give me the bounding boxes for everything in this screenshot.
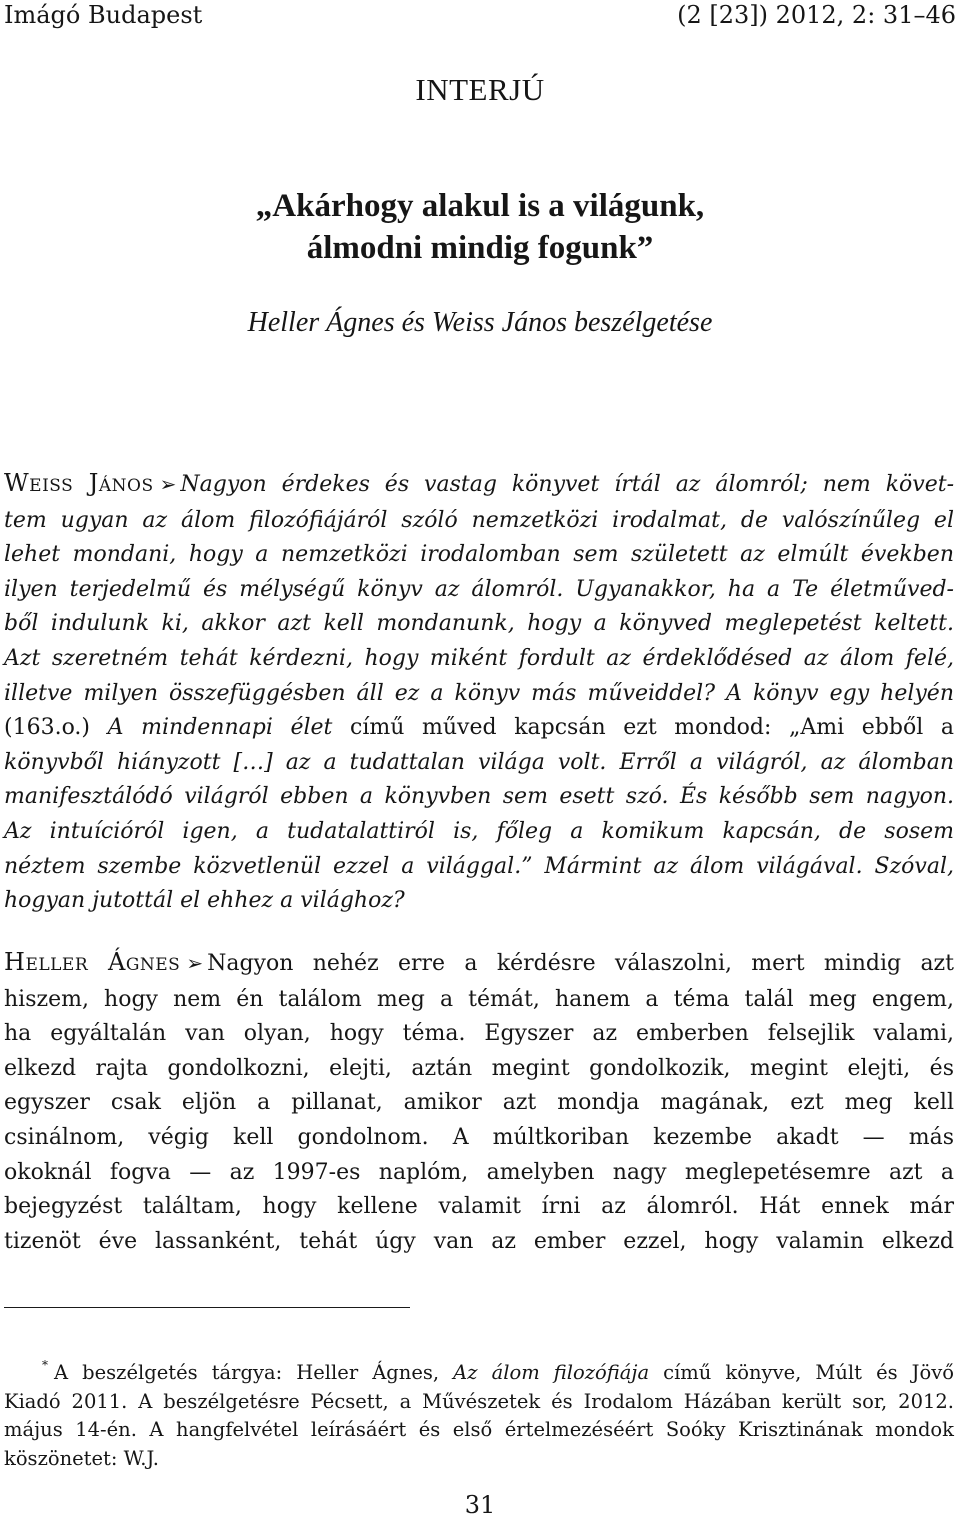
text-segment: Nagyon nehéz erre a kérdésre válaszolni, mert mindig azt (207, 951, 954, 976)
text-segment: című könyve, Múlt és Jövő (649, 1361, 954, 1384)
speaker-smallcaps: EISS (29, 476, 74, 496)
article-subtitle: Heller Ágnes és Weiss János beszélgetése (247, 307, 713, 338)
text-line: elkezd rajta gondolkozni, elejti, aztán megint gondolkozik, megint elejti, és (4, 1055, 954, 1081)
speaker-name-heller (4, 948, 181, 976)
cited-work-title: A mindennapi élet (107, 715, 333, 741)
title-line-2: álmodni mindig fogunk” (306, 230, 654, 266)
section-label: INTERJÚ (415, 72, 545, 107)
answer-paragraph (4, 945, 954, 1259)
text-line: egyszer csak eljön a pillanat, amikor azt mondja magának, ezt meg kell (4, 1090, 954, 1116)
footnote-line: Kiadó 2011. A beszélgetésre Pécsett, a Művészetek és Irodalom Házában került sor, 2012. (4, 1389, 954, 1413)
text-line: Azt szeretném tehát kérdezni, hogy miként fordult az érdeklődésed az álom felé, (4, 645, 954, 671)
text-line: ből indulunk ki, akkor azt kell mondanunk, hogy a könyved meglepetést keltett. (4, 611, 954, 637)
text-line (4, 945, 954, 983)
text-line: illetve milyen összefüggésben áll ez a könyv más műveiddel? A könyv egy helyén (4, 680, 954, 706)
speaker-name-weiss (4, 469, 154, 497)
speaker-initial: J (88, 469, 99, 497)
footnote (4, 1351, 954, 1473)
speaker-arrow-icon: ➢ (186, 951, 204, 975)
text-line: ilyen terjedelmű és mélységű könyv az álomról. Ugyanakkor, ha a Te életműved- (4, 576, 954, 602)
text-segment: Nagyon érdekes és vastag könyvet írtál az álomról; nem követ- (180, 472, 954, 497)
speaker-initial: H (4, 948, 26, 976)
speaker-smallcaps: GNES (125, 955, 181, 975)
cited-book-title: Az álom filozófiája (453, 1361, 650, 1384)
speaker-initial: Á (107, 948, 126, 976)
text-line (4, 466, 954, 504)
page-number: 31 (464, 1491, 496, 1519)
text-line: manifesztálódó világról ebben a könyvben sem esett szó. És később sem nagyon. (4, 784, 954, 810)
article-title (0, 185, 960, 269)
issue-citation: (2 [23]) 2012, 2: 31–46 (677, 1, 956, 29)
text-line: ha egyáltalán van olyan, hogy téma. Egyszer az emberben felsejlik valami, (4, 1021, 954, 1047)
running-head (4, 0, 956, 32)
text-line: bejegyzést találtam, hogy kellene valamit írni az álomról. Hát ennek már (4, 1194, 954, 1220)
text-line: csinálnom, végig kell gondolnom. A múltkoriban kezembe akadt — más (4, 1124, 954, 1150)
text-line: hiszem, hogy nem én találom meg a témát, hanem a téma talál meg engem, (4, 986, 954, 1012)
speaker-smallcaps: ÁNOS (98, 476, 154, 496)
footnote-line: május 14-én. A hangfelvétel leírásáért és első értelmezéséért Soóky Krisztinának mondok (4, 1418, 954, 1441)
footnote-line: köszönetet: W.J. (4, 1446, 159, 1470)
text-line: Az intuícióról igen, a tudatalattiról is, főleg a komikum kapcsán, de sosem (4, 818, 954, 844)
footnote-divider (4, 1307, 410, 1308)
question-paragraph (4, 466, 954, 919)
text-line: okoknál fogva — az 1997-es naplóm, amelyben nagy meglepetésemre azt a (4, 1159, 954, 1185)
text-line: lehet mondani, hogy a nemzetközi irodalomban sem született az elmúlt években (4, 542, 954, 568)
speaker-arrow-icon: ➢ (159, 472, 177, 496)
text-segment: A beszélgetés tárgya: Heller Ágnes, (54, 1361, 454, 1384)
footnote-mark: * (42, 1358, 48, 1372)
text-line: tem ugyan az álom filozófiájáról szóló nemzetközi irodalmat, de valószínűleg el (4, 507, 954, 533)
speaker-smallcaps: ELLER (25, 955, 89, 975)
title-line-1: „Akárhogy alakul is a világunk, (255, 188, 705, 224)
text-segment: (163.o.) (4, 715, 108, 741)
text-line: tizenöt éve lassanként, tehát úgy van az ember ezzel, hogy valamin elkezd (4, 1228, 954, 1254)
footnote-line (4, 1351, 954, 1388)
text-line (4, 711, 954, 746)
journal-name: Imágó Budapest (4, 1, 203, 29)
text-line: hogyan jutottál el ehhez a világhoz? (4, 888, 405, 914)
text-line: néztem szembe közvetlenül ezzel a világgal.” Mármint az álom világával. Szóval, (4, 853, 954, 879)
speaker-initial: W (4, 469, 30, 497)
text-segment: című műved kapcsán ezt mondod: „Ami ebből a (332, 715, 954, 741)
text-line: könyvből hiányzott […] az a tudattalan világa volt. Erről a világról, az álomban (4, 749, 954, 775)
